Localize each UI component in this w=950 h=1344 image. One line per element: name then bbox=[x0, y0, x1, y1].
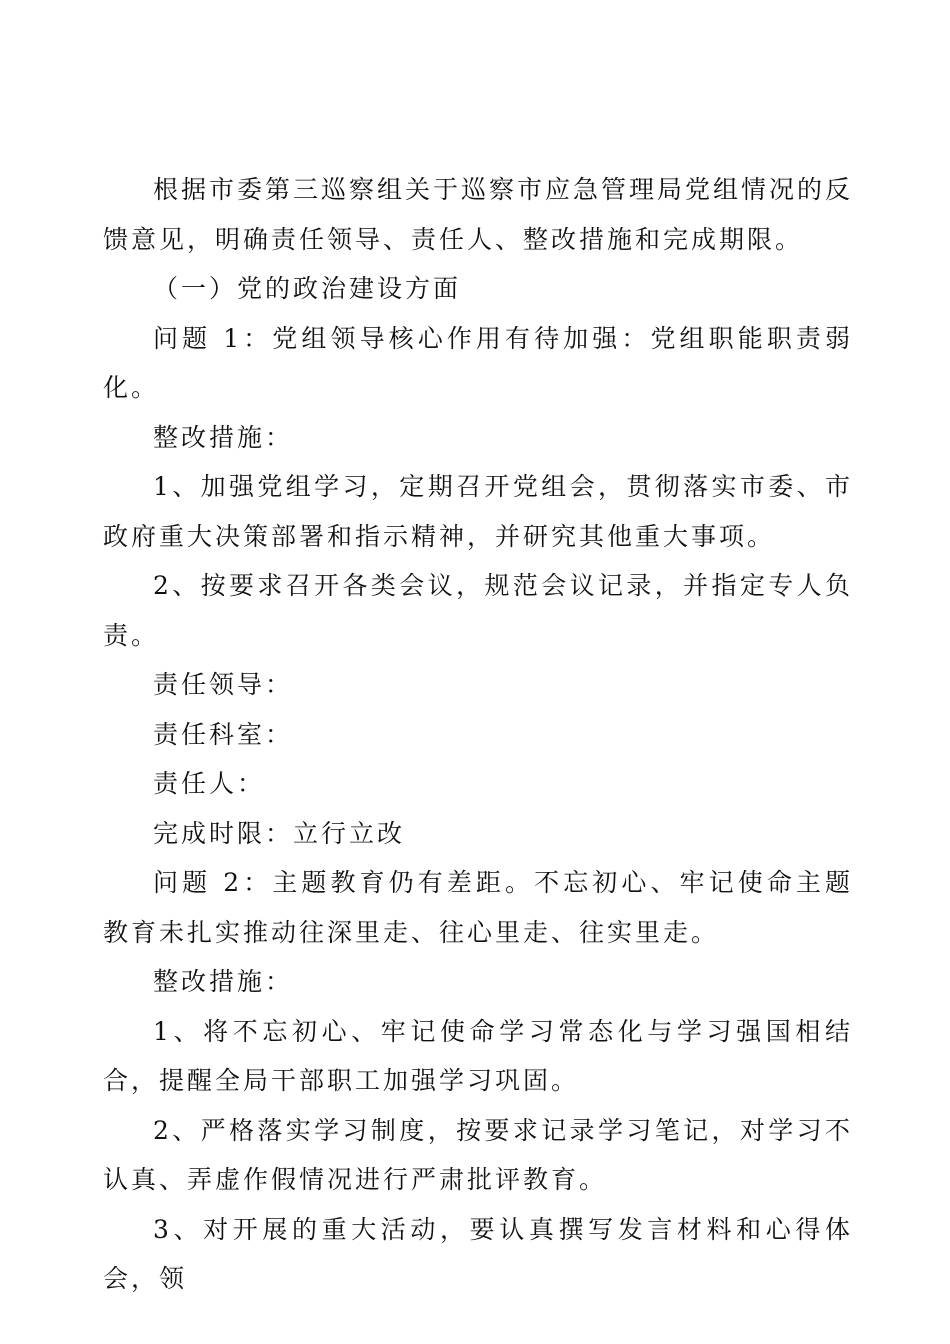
measure-item: 1、将不忘初心、牢记使命学习常态化与学习强国相结合，提醒全局干部职工加强学习巩固。 bbox=[103, 1016, 853, 1095]
measure-item: 2、按要求召开各类会议，规范会议记录，并指定专人负责。 bbox=[103, 571, 853, 650]
responsible-leader: 责任领导： bbox=[153, 670, 294, 699]
document-body bbox=[103, 165, 853, 1304]
completion-deadline: 完成时限：立行立改 bbox=[153, 818, 406, 848]
measure-item: 3、对开展的重大活动，要认真撰写发言材料和心得体会，领 bbox=[103, 1214, 853, 1293]
measure-item: 1、加强党组学习，定期召开党组会，贯彻落实市委、市政府重大决策部署和指示精神，并研究其他重大事项。 bbox=[103, 472, 853, 551]
problem-2: 问题 2：主题教育仍有差距。不忘初心、牢记使命主题教育未扎实推动往深里走、往心里走、往实里走。 bbox=[103, 868, 853, 947]
measures-label: 整改措施： bbox=[153, 967, 294, 996]
responsible-office: 责任科室： bbox=[153, 719, 294, 749]
measures-label: 整改措施： bbox=[153, 422, 294, 452]
measure-item: 2、严格落实学习制度，按要求记录学习笔记，对学习不认真、弄虚作假情况进行严肃批评教育。 bbox=[103, 1115, 853, 1194]
problem-1: 问题 1：党组领导核心作用有待加强：党组职能职责弱化。 bbox=[103, 323, 853, 402]
section-heading: （一）党的政治建设方面 bbox=[153, 274, 462, 303]
intro-paragraph: 根据市委第三巡察组关于巡察市应急管理局党组情况的反馈意见，明确责任领导、责任人、整改措施和完成期限。 bbox=[103, 175, 854, 254]
responsible-person: 责任人： bbox=[153, 769, 266, 798]
